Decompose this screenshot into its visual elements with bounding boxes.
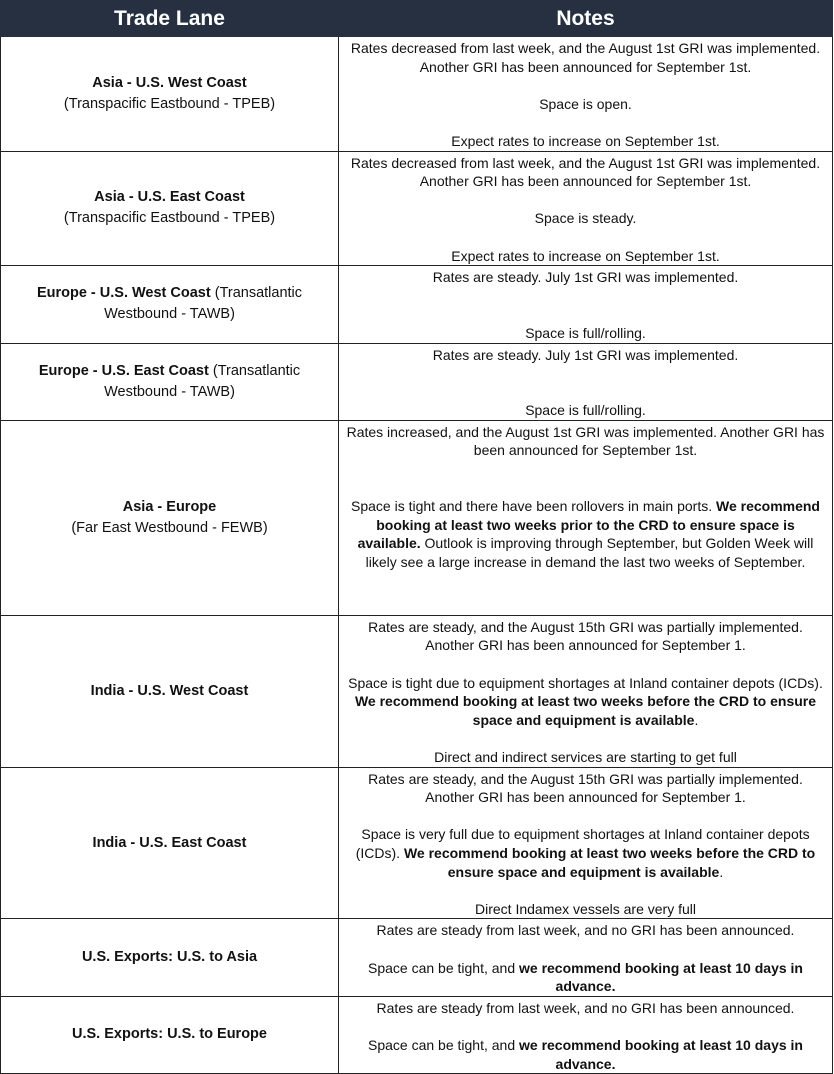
- note-paragraph: [344, 618, 827, 655]
- notes-cell: [339, 919, 833, 996]
- note-paragraph: [344, 95, 827, 114]
- note-paragraph: [344, 346, 827, 365]
- note-emphasis: We recommend booking at least two weeks prior to the CRD to ensure space is available.: [357, 498, 820, 552]
- trade-lane-cell: [1, 919, 339, 996]
- blank-line: [344, 287, 827, 306]
- header-trade-lane: Trade Lane: [1, 1, 339, 37]
- notes-cell: [339, 343, 833, 420]
- table-row: [1, 615, 833, 767]
- lane-name: India - U.S. East Coast: [92, 834, 247, 851]
- note-paragraph: [344, 247, 827, 266]
- trade-lane-cell: [1, 767, 339, 919]
- note-paragraph: [344, 324, 827, 343]
- notes-cell: [339, 266, 833, 343]
- lane-name: Asia - U.S. East Coast: [94, 189, 245, 206]
- trade-lane-cell: [1, 343, 339, 420]
- lane-name: Asia - Europe: [122, 498, 217, 515]
- header-row: [1, 1, 833, 37]
- table-row: [1, 420, 833, 615]
- blank-line: [344, 881, 827, 900]
- blank-line: [344, 228, 827, 247]
- blank-line: [344, 655, 827, 674]
- trade-lane-cell: [1, 420, 339, 615]
- lane-subtitle: (Far East Westbound - FEWB): [71, 519, 268, 536]
- note-paragraph: [344, 900, 827, 919]
- note-text: Expect rates to increase on September 1st.: [451, 132, 720, 149]
- blank-line: [344, 460, 827, 479]
- note-text: Expect rates to increase on September 1st.: [451, 247, 720, 264]
- lane-name: U.S. Exports: U.S. to Asia: [81, 949, 258, 966]
- note-emphasis: We recommend booking at least two weeks before the CRD to ensure space and equipment is available: [354, 693, 817, 728]
- lane-subtitle: (Transatlantic Westbound - TAWB): [104, 362, 301, 400]
- note-text: Space can be tight, and: [368, 1036, 519, 1053]
- blank-line: [344, 364, 827, 383]
- note-paragraph: [344, 209, 827, 228]
- note-text: Rates are steady from last week, and no GRI has been announced.: [376, 922, 795, 939]
- table-row: [1, 919, 833, 996]
- lane-subtitle: (Transatlantic Westbound - TAWB): [104, 285, 303, 323]
- note-text: Rates are steady, and the August 15th GRI was partially implemented. Another GRI has been announced for September 1.: [368, 770, 803, 806]
- table-row: [1, 151, 833, 266]
- note-text: Rates decreased from last week, and the August 1st GRI was implemented. Another GRI has been announced for September 1st.: [350, 154, 821, 190]
- note-paragraph: [344, 132, 827, 151]
- note-text: .: [694, 711, 699, 728]
- notes-cell: [339, 615, 833, 767]
- trade-lane-cell: [1, 151, 339, 266]
- note-paragraph: [344, 921, 827, 940]
- note-text: Rates are steady. July 1st GRI was implemented.: [432, 269, 739, 286]
- note-paragraph: [344, 825, 827, 881]
- blank-line: [344, 940, 827, 959]
- notes-cell: [339, 37, 833, 152]
- note-text: Rates increased, and the August 1st GRI was implemented. Another GRI has been announced for September 1st.: [346, 423, 825, 459]
- table-row: [1, 767, 833, 919]
- note-paragraph: [344, 401, 827, 420]
- header-notes: Notes: [339, 1, 833, 37]
- lane-subtitle: (Transpacific Eastbound - TPEB): [63, 210, 276, 227]
- note-text: Space is open.: [539, 95, 632, 112]
- blank-line: [344, 807, 827, 826]
- trade-lane-cell: [1, 615, 339, 767]
- note-paragraph: [344, 268, 827, 287]
- note-paragraph: [344, 748, 827, 767]
- notes-cell: [339, 420, 833, 615]
- lane-name: Europe - U.S. East Coast: [38, 362, 209, 379]
- note-text: Outlook is improving through September, but Golden Week will likely see a large increase in demand the last two weeks of September.: [365, 535, 814, 571]
- note-emphasis: we recommend booking at least 10 days in advance.: [519, 1036, 803, 1072]
- table-row: [1, 37, 833, 152]
- note-text: Space is tight and there have been rollovers in main ports.: [351, 498, 716, 515]
- note-text: Space is full/rolling.: [525, 402, 646, 419]
- note-paragraph: [344, 999, 827, 1018]
- note-text: Space is steady.: [534, 210, 637, 227]
- note-text: Space can be tight, and: [368, 959, 519, 976]
- blank-line: [344, 305, 827, 324]
- blank-line: [344, 383, 827, 402]
- lane-name: U.S. Exports: U.S. to Europe: [72, 1026, 267, 1043]
- trade-lane-cell: [1, 37, 339, 152]
- note-paragraph: [344, 674, 827, 730]
- notes-cell: [339, 996, 833, 1073]
- blank-line: [344, 76, 827, 95]
- blank-line: [344, 191, 827, 210]
- note-emphasis: we recommend booking at least 10 days in advance.: [519, 959, 803, 995]
- note-paragraph: [344, 959, 827, 996]
- note-paragraph: [344, 497, 827, 571]
- note-text: Space is very full due to equipment shortages at Inland container depots (ICDs).: [355, 826, 810, 861]
- note-text: .: [719, 863, 724, 880]
- blank-line: [344, 729, 827, 748]
- note-text: Direct and indirect services are starting to get full: [434, 749, 737, 766]
- note-paragraph: [344, 39, 827, 76]
- note-paragraph: [344, 154, 827, 191]
- note-paragraph: [344, 1036, 827, 1073]
- lane-name: Asia - U.S. West Coast: [92, 74, 247, 91]
- note-text: Rates decreased from last week, and the August 1st GRI was implemented. Another GRI has been announced for September 1st.: [350, 40, 821, 75]
- note-text: Rates are steady from last week, and no GRI has been announced.: [376, 999, 795, 1016]
- note-text: Rates are steady, and the August 15th GRI was partially implemented. Another GRI has been announced for September 1.: [368, 618, 803, 654]
- table-row: [1, 996, 833, 1073]
- trade-lane-cell: [1, 996, 339, 1073]
- blank-line: [344, 479, 827, 498]
- lane-subtitle: (Transpacific Eastbound - TPEB): [63, 95, 276, 112]
- note-paragraph: [344, 770, 827, 807]
- trade-lane-cell: [1, 266, 339, 343]
- notes-cell: [339, 767, 833, 919]
- blank-line: [344, 113, 827, 132]
- note-emphasis: We recommend booking at least two weeks before the CRD to ensure space and equipment is available: [403, 845, 816, 880]
- blank-line: [344, 1017, 827, 1036]
- note-text: Space is full/rolling.: [525, 324, 646, 341]
- note-text: Rates are steady. July 1st GRI was implemented.: [432, 346, 739, 363]
- table-row: [1, 343, 833, 420]
- notes-cell: [339, 151, 833, 266]
- lane-name: Europe - U.S. West Coast: [36, 285, 211, 302]
- note-text: Direct Indamex vessels are very full: [475, 900, 696, 917]
- lane-name: India - U.S. West Coast: [90, 682, 249, 699]
- table-row: [1, 266, 833, 343]
- note-text: Space is tight due to equipment shortages at Inland container depots (ICDs).: [348, 674, 823, 691]
- note-paragraph: [344, 423, 827, 460]
